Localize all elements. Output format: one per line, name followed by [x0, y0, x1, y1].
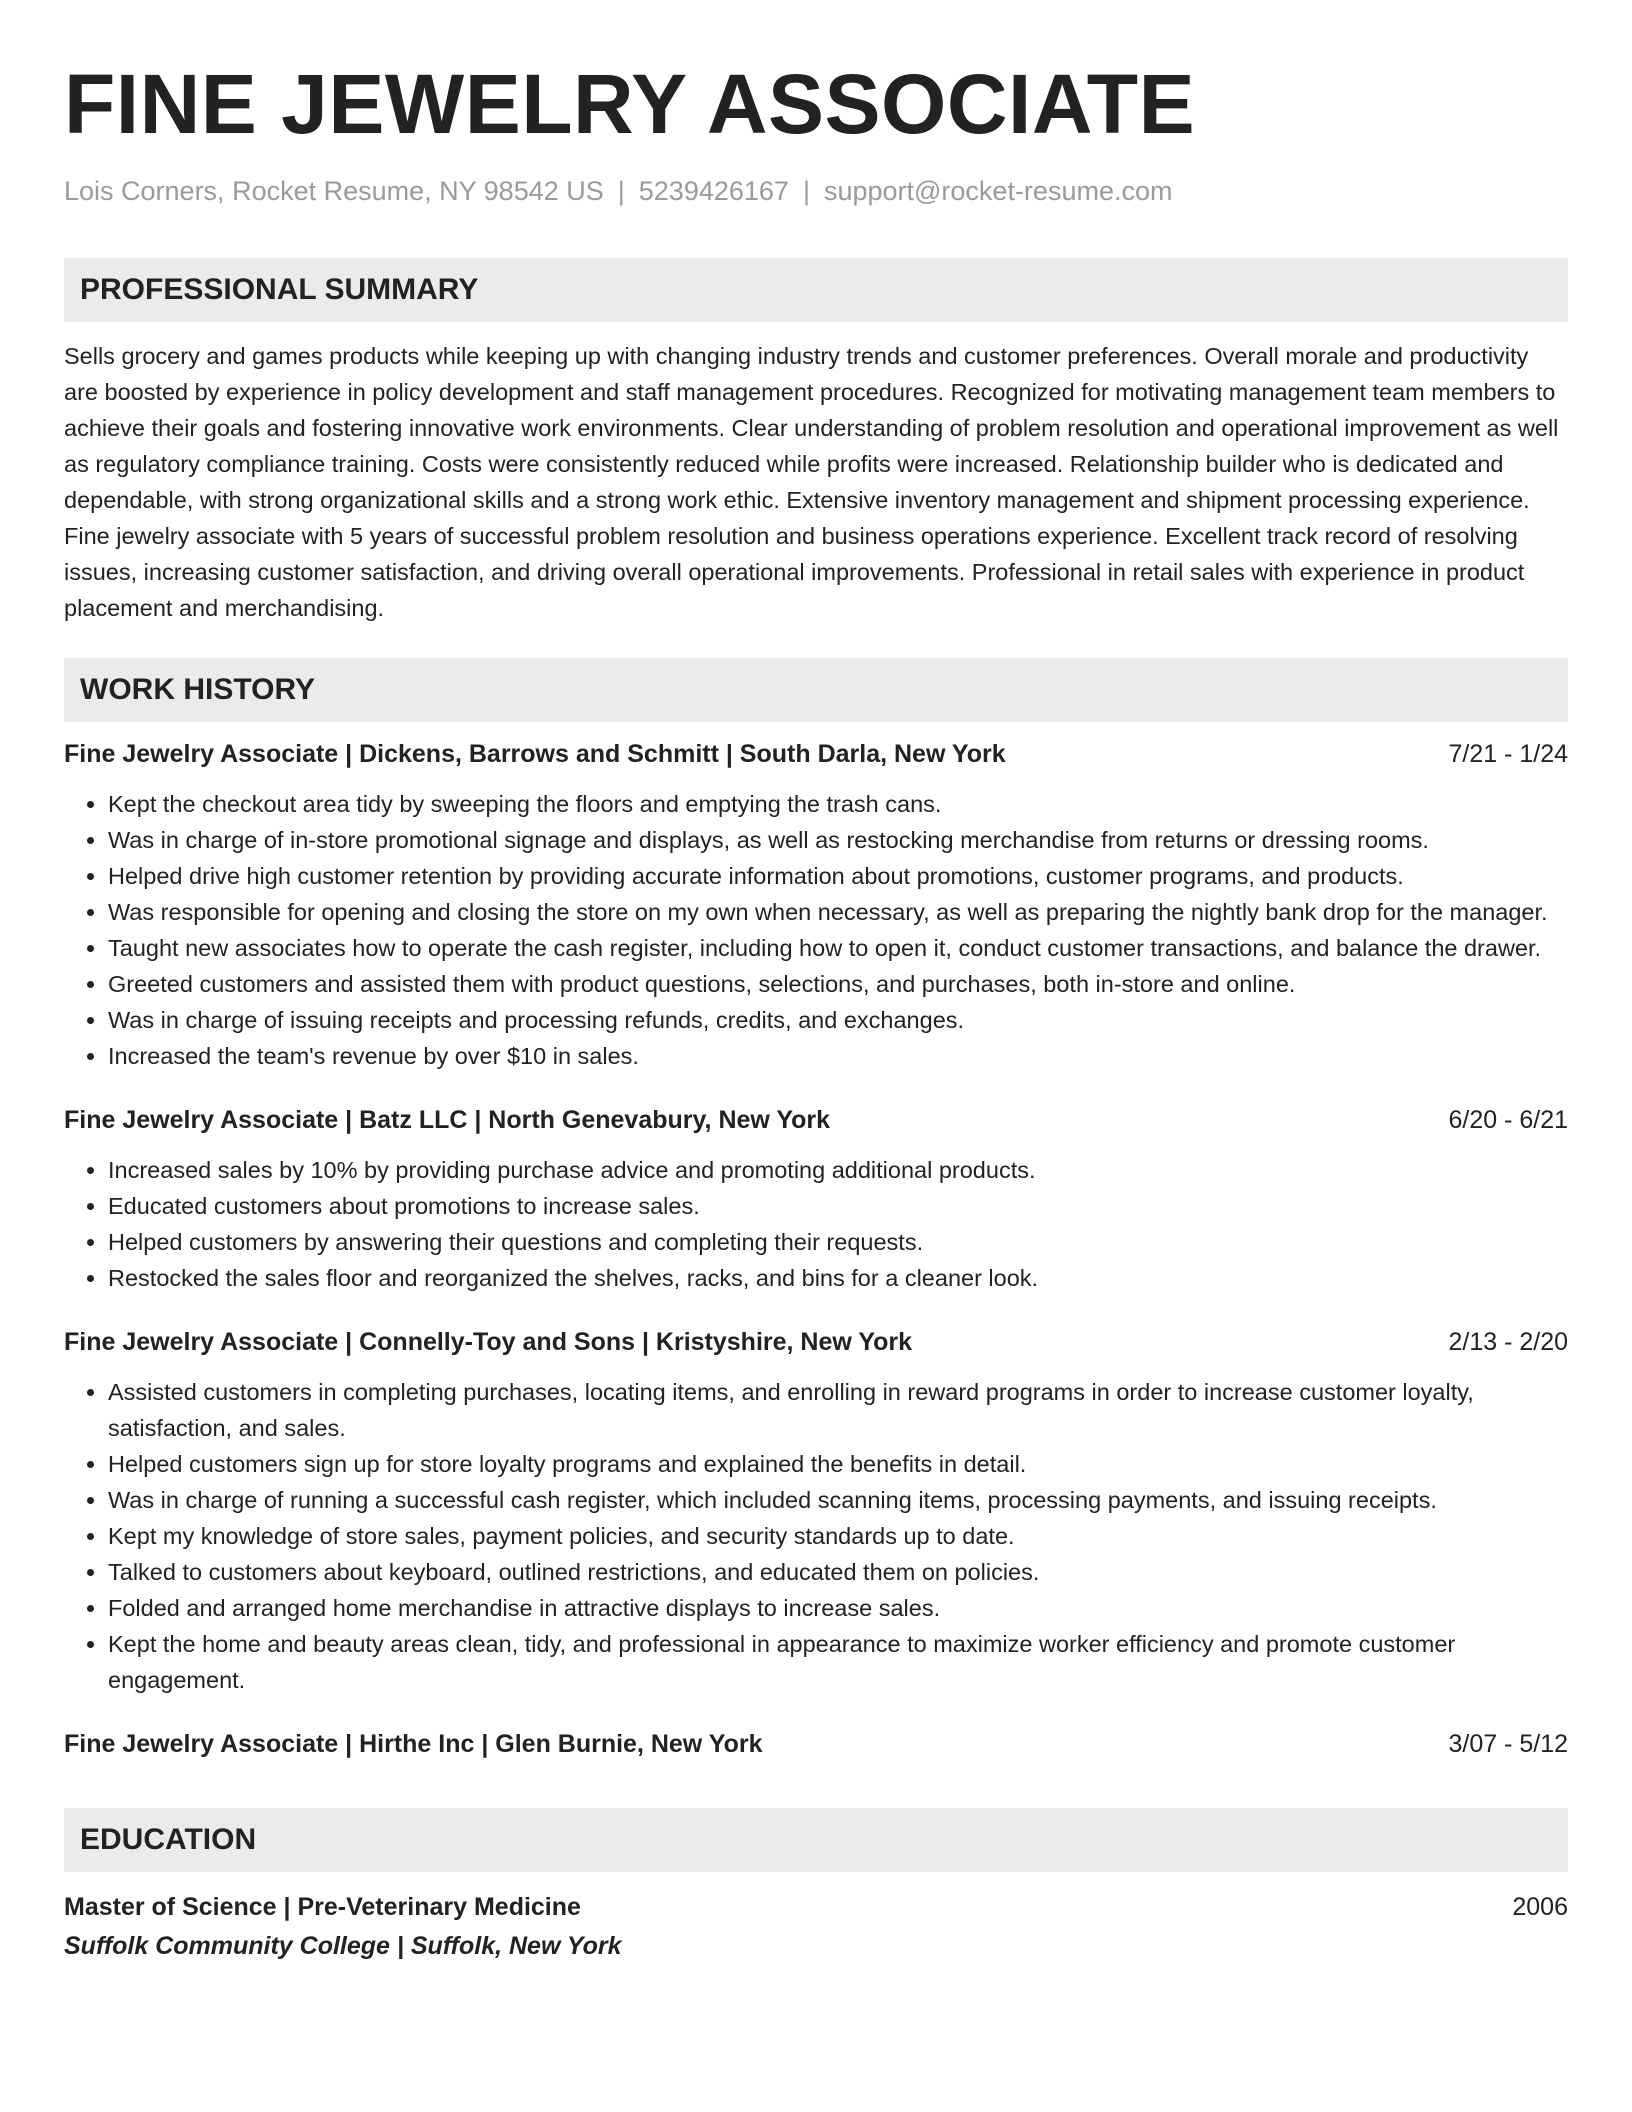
job-bullet: • Kept my knowledge of store sales, payment policies, and security standards up to date. — [108, 1518, 1568, 1554]
job-bullet: • Helped drive high customer retention by providing accurate information about promotions, customer programs, and products. — [108, 858, 1568, 894]
contact-separator: | — [617, 176, 625, 206]
job-bullet: • Helped customers by answering their questions and completing their requests. — [108, 1224, 1568, 1260]
contact-email: support@rocket-resume.com — [823, 176, 1173, 206]
job-entry — [64, 1726, 1568, 1762]
job-bullet-list — [64, 1152, 1568, 1296]
job-entry — [64, 1324, 1568, 1698]
job-bullet: • Helped customers sign up for store loyalty programs and explained the benefits in detail. — [108, 1446, 1568, 1482]
job-bullet: • Talked to customers about keyboard, outlined restrictions, and educated them on policies. — [108, 1554, 1568, 1590]
job-header — [64, 736, 1568, 772]
job-bullet: • Taught new associates how to operate the cash register, including how to open it, conduct customer transactions, and balance the drawer. — [108, 930, 1568, 966]
job-bullet: • Was responsible for opening and closing the store on my own when necessary, as well as preparing the nightly bank drop for the manager. — [108, 894, 1568, 930]
contact-phone: 5239426167 — [638, 176, 789, 206]
education-degree: Master of Science | Pre-Veterinary Medicine — [64, 1893, 581, 1921]
education-entry — [64, 1888, 1568, 1966]
job-bullet-list — [64, 1374, 1568, 1698]
job-bullet: • Greeted customers and assisted them with product questions, selections, and purchases, both in-store and online. — [108, 966, 1568, 1002]
education-header — [64, 1888, 1568, 1926]
contact-separator: | — [802, 176, 810, 206]
job-bullet: • Assisted customers in completing purchases, locating items, and enrolling in reward programs in order to increase customer loyalty, satisfaction, and sales. — [108, 1374, 1568, 1446]
summary-text: Sells grocery and games products while keeping up with changing industry trends and customer preferences. Overall morale and productivity are boosted by experience in policy development and staff management procedures. Recognized for motivating management team members to achieve their goals and fostering innovative work environments. Clear understanding of problem resolution and operational improvement as well as regulatory compliance training. Costs were consistently reduced while profits were increased. Relationship builder who is dedicated and dependable, with strong organizational skills and a strong work ethic. Extensive inventory management and shipment processing experience. Fine jewelry associate with 5 years of successful problem resolution and business operations experience. Excellent track record of resolving issues, increasing customer satisfaction, and driving overall operational improvements. Professional in retail sales with experience in product placement and merchandising. — [64, 343, 1559, 621]
job-bullet: • Increased the team's revenue by over $10 in sales. — [108, 1038, 1568, 1074]
job-entry — [64, 736, 1568, 1074]
job-dates: 2/13 - 2/20 — [1448, 1328, 1568, 1356]
job-header — [64, 1324, 1568, 1360]
job-dates: 6/20 - 6/21 — [1448, 1106, 1568, 1134]
contact-address: Lois Corners, Rocket Resume, NY 98542 US — [64, 176, 604, 206]
job-bullet: • Was in charge of issuing receipts and processing refunds, credits, and exchanges. — [108, 1002, 1568, 1038]
contact-line — [64, 174, 1568, 208]
job-bullet-list — [64, 786, 1568, 1074]
education-heading: EDUCATION — [64, 1808, 1568, 1872]
resume-title: FINE JEWELRY ASSOCIATE — [64, 57, 1196, 151]
job-entry — [64, 1102, 1568, 1296]
summary-heading: PROFESSIONAL SUMMARY — [64, 258, 1568, 322]
job-title: Fine Jewelry Associate | Connelly-Toy and Sons | Kristyshire, New York — [64, 1328, 913, 1356]
job-dates: 3/07 - 5/12 — [1448, 1730, 1568, 1758]
job-bullet: • Educated customers about promotions to increase sales. — [108, 1188, 1568, 1224]
job-bullet: • Kept the home and beauty areas clean, tidy, and professional in appearance to maximize worker efficiency and promote customer engagement. — [108, 1626, 1568, 1698]
job-title: Fine Jewelry Associate | Dickens, Barrows and Schmitt | South Darla, New York — [64, 740, 1006, 768]
job-header — [64, 1726, 1568, 1762]
job-bullet: • Restocked the sales floor and reorganized the shelves, racks, and bins for a cleaner look. — [108, 1260, 1568, 1296]
education-year: 2006 — [1512, 1893, 1568, 1921]
job-title: Fine Jewelry Associate | Batz LLC | North Genevabury, New York — [64, 1106, 831, 1134]
job-bullet: • Was in charge of running a successful cash register, which included scanning items, processing payments, and issuing receipts. — [108, 1482, 1568, 1518]
job-bullet: • Folded and arranged home merchandise in attractive displays to increase sales. — [108, 1590, 1568, 1626]
work-history-heading: WORK HISTORY — [64, 658, 1568, 722]
job-bullet: • Was in charge of in-store promotional signage and displays, as well as restocking merchandise from returns or dressing rooms. — [108, 822, 1568, 858]
job-bullet: • Increased sales by 10% by providing purchase advice and promoting additional products. — [108, 1152, 1568, 1188]
job-bullet: • Kept the checkout area tidy by sweeping the floors and emptying the trash cans. — [108, 786, 1568, 822]
job-title: Fine Jewelry Associate | Hirthe Inc | Glen Burnie, New York — [64, 1730, 763, 1758]
job-dates: 7/21 - 1/24 — [1448, 740, 1568, 768]
education-school: Suffolk Community College | Suffolk, New York — [64, 1932, 622, 1960]
job-header — [64, 1102, 1568, 1138]
